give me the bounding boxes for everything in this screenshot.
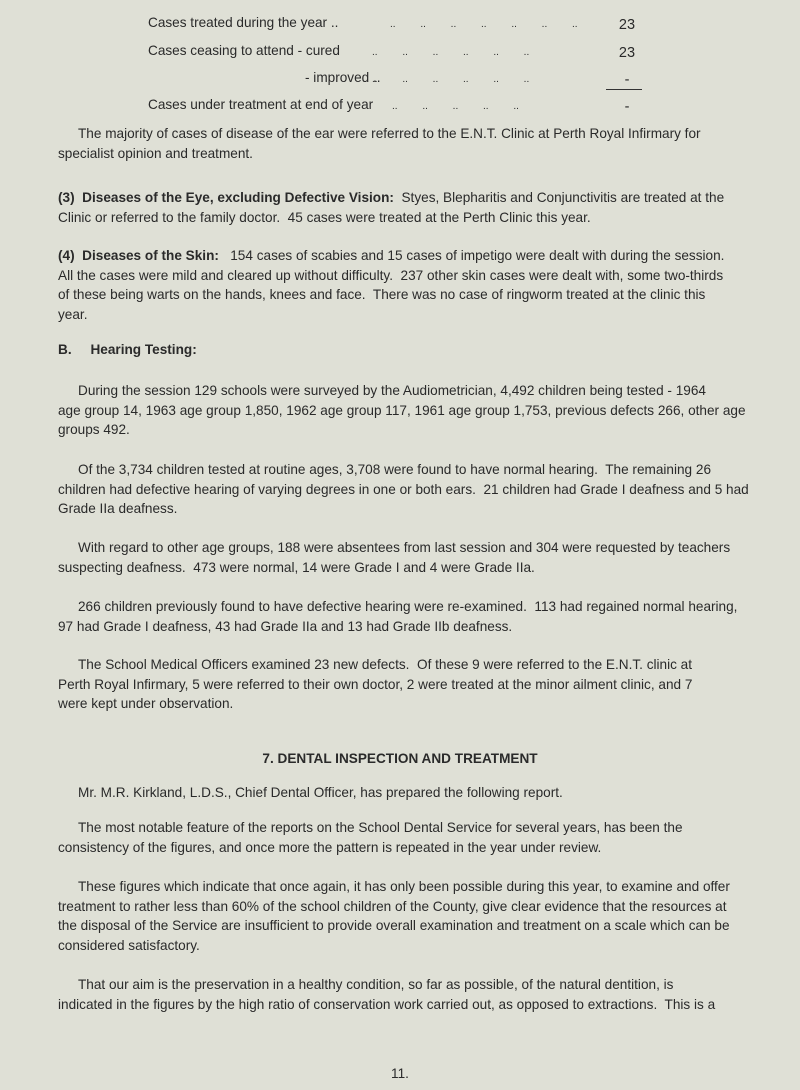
table-row-label: Cases under treatment at end of year: [148, 97, 374, 112]
line-text: Clinic or referred to the family doctor. 45 cases were treated at the Perth Clinic this year.: [58, 209, 591, 225]
line-text: Of the 3,734 children tested at routine ages, 3,708 were found to have normal hearing. The remaining 26: [78, 462, 712, 477]
line-text: That our aim is the preservation in a healthy condition, so far as possible, of the natural dentition, is: [78, 977, 674, 992]
text-line: [58, 975, 768, 995]
line-text: All the cases were mild and cleared up without difficulty. 237 other skin cases were dealt with, some two-thirds: [58, 267, 724, 283]
text-line: [58, 285, 768, 305]
table-row-value: 23: [618, 17, 636, 33]
paragraph: [58, 655, 768, 714]
text-line: [58, 655, 768, 675]
text-line: [58, 188, 768, 208]
paragraph: [58, 538, 768, 577]
text-line: [58, 460, 768, 480]
text-line: [58, 381, 768, 401]
line-text: These figures which indicate that once again, it has only been possible during this year, to examine and offer: [78, 879, 730, 894]
text-line: [58, 838, 768, 858]
table-row-value: -: [624, 72, 630, 88]
table-row-label: Cases ceasing to attend - cured: [148, 43, 340, 58]
text-line: [58, 538, 768, 558]
table-row-value: 23: [618, 45, 636, 61]
line-text: children had defective hearing of varying degrees in one or both ears. 21 children had Grade I deafness and 5 had: [58, 481, 749, 497]
text-line: [58, 266, 768, 286]
paragraph: [58, 975, 768, 1014]
table-row-label: - improved ..: [305, 70, 381, 85]
line-text: the disposal of the Service are insufficient to provide overall examination and treatment on a scale which can be: [58, 918, 730, 934]
text-line: [58, 694, 768, 714]
paragraph-lead: (3) Diseases of the Eye, excluding Defective Vision:: [58, 190, 394, 205]
line-text: 97 had Grade I deafness, 43 had Grade IIa and 13 had Grade IIb deafness.: [58, 618, 513, 634]
paragraph: [58, 877, 768, 956]
line-text: 154 cases of scabies and 15 cases of impetigo were dealt with during the session.: [218, 248, 725, 263]
text-line: [58, 877, 768, 897]
text-line: [58, 897, 768, 917]
line-text: specialist opinion and treatment.: [58, 145, 253, 161]
line-text: The majority of cases of disease of the ear were referred to the E.N.T. Clinic at Perth Royal Infirmary for: [78, 126, 701, 141]
line-text: 266 children previously found to have defective hearing were re-examined. 113 had regained normal hearing,: [78, 599, 738, 614]
line-text: The most notable feature of the reports on the School Dental Service for several years, has been the: [78, 820, 683, 835]
text-line: [58, 675, 768, 695]
text-line: [58, 995, 768, 1015]
paragraph: [58, 340, 768, 360]
line-text: of these being warts on the hands, knees and face. There was no case of ringworm treated at the clinic this: [58, 287, 706, 303]
section-heading: 7. DENTAL INSPECTION AND TREATMENT: [262, 751, 538, 766]
line-text: suspecting deafness. 473 were normal, 14 were Grade I and 4 were Grade IIa.: [58, 559, 535, 575]
line-text: Styes, Blepharitis and Conjunctivitis are treated at the: [393, 190, 725, 205]
text-line: [58, 340, 768, 360]
text-line: [58, 916, 768, 936]
text-line: [58, 936, 768, 956]
text-line: [58, 246, 768, 266]
leader-dots: .. .. .. .. ..: [392, 101, 519, 112]
text-line: [58, 783, 768, 803]
leader-dots: .. .. .. .. .. ..: [372, 74, 530, 85]
line-text: indicated in the figures by the high ratio of conservation work carried out, as opposed to extractions. This is a: [58, 996, 716, 1012]
paragraph: [58, 597, 768, 636]
line-text: Mr. M.R. Kirkland, L.D.S., Chief Dental Officer, has prepared the following report.: [78, 785, 563, 800]
line-text: considered satisfactory.: [58, 938, 200, 954]
paragraph: [58, 246, 768, 325]
text-line: [58, 597, 768, 617]
text-line: [58, 208, 768, 228]
text-line: [58, 480, 768, 500]
line-text: treatment to rather less than 60% of the school children of the County, give clear evidence that the resources at: [58, 898, 727, 914]
paragraph-lead: (4) Diseases of the Skin:: [58, 248, 219, 263]
text-line: [58, 144, 768, 164]
line-text: age group 14, 1963 age group 1,850, 1962 age group 117, 1961 age group 1,753, previous defects 266, other age: [58, 402, 746, 418]
table-row-value: -: [624, 99, 630, 115]
line-text: groups 492.: [58, 422, 130, 438]
text-line: [58, 558, 768, 578]
paragraph-lead: B. Hearing Testing:: [58, 342, 197, 357]
leader-dots: .. .. .. .. .. ..: [372, 47, 530, 58]
text-line: [58, 401, 768, 421]
paragraph: [58, 460, 768, 519]
line-text: were kept under observation.: [58, 696, 234, 712]
paragraph: [58, 381, 768, 440]
text-line: [58, 124, 768, 144]
line-text: Grade IIa deafness.: [58, 501, 178, 517]
line-text: year.: [58, 307, 88, 323]
paragraph: [58, 783, 768, 803]
line-text: consistency of the figures, and once more the pattern is repeated in the year under review.: [58, 839, 602, 855]
total-rule: [606, 89, 642, 90]
text-line: [58, 818, 768, 838]
leader-dots: .. .. .. .. .. .. ..: [390, 19, 578, 30]
paragraph: [58, 818, 768, 857]
table-row-label: Cases treated during the year ..: [148, 15, 339, 30]
page-number: 11.: [391, 1066, 409, 1081]
text-line: [58, 305, 768, 325]
line-text: With regard to other age groups, 188 were absentees from last session and 304 were requested by teachers: [78, 540, 731, 555]
line-text: The School Medical Officers examined 23 new defects. Of these 9 were referred to the E.N.T. clinic at: [78, 657, 693, 672]
paragraph: [58, 124, 768, 163]
text-line: [58, 617, 768, 637]
paragraph: [58, 188, 768, 227]
text-line: [58, 420, 768, 440]
line-text: During the session 129 schools were surveyed by the Audiometrician, 4,492 children being tested - 1964: [78, 383, 706, 398]
line-text: Perth Royal Infirmary, 5 were referred to their own doctor, 2 were treated at the minor ailment clinic, and 7: [58, 676, 693, 692]
text-line: [58, 499, 768, 519]
